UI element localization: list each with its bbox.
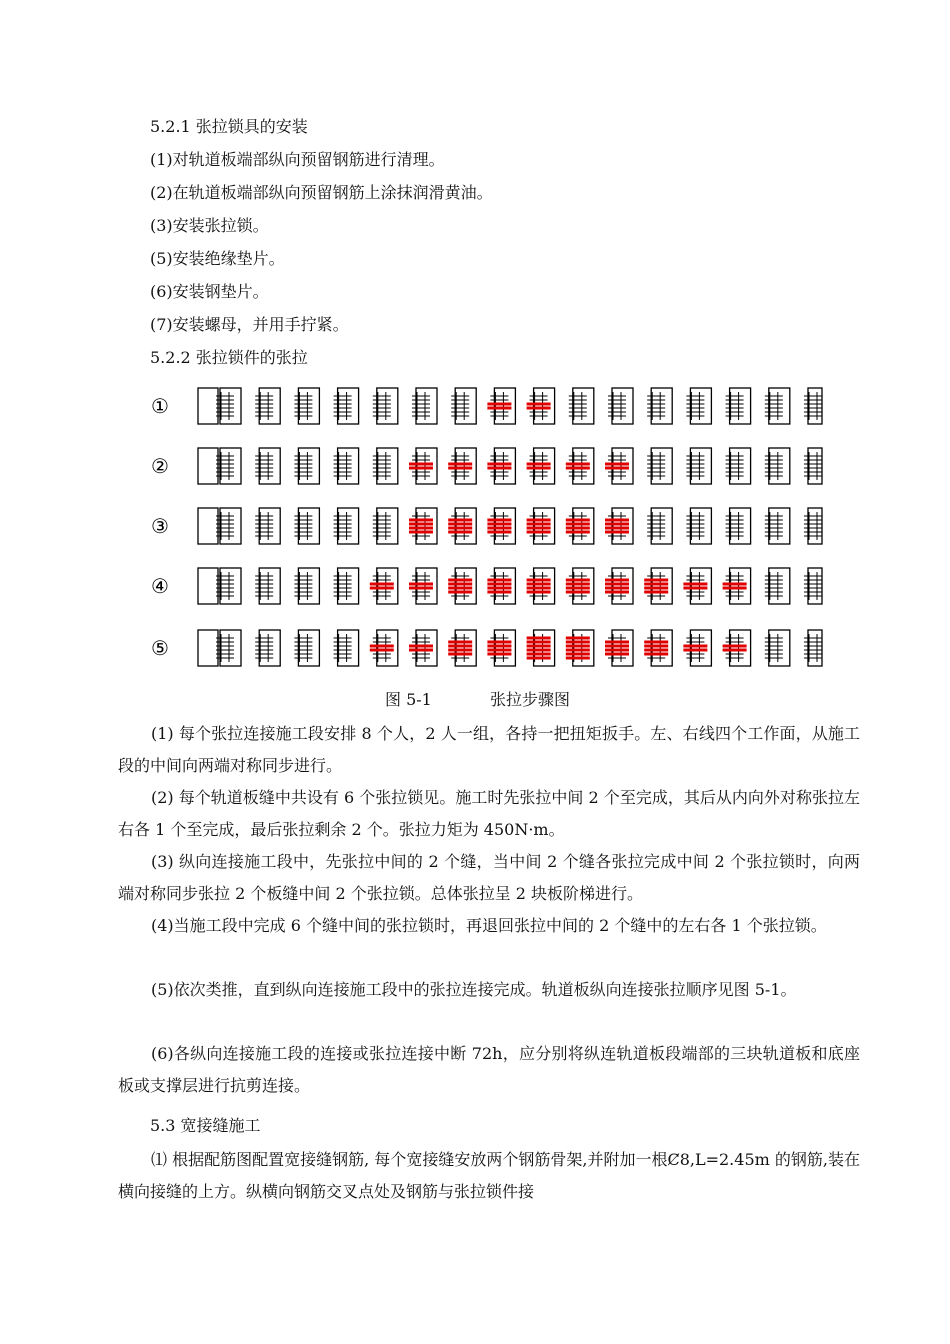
list-item: (2)在轨道板端部纵向预留钢筋上涂抹润滑黄油。 xyxy=(150,183,493,202)
rail-slab-box xyxy=(416,568,437,604)
tensioned-lock-bar xyxy=(566,641,590,644)
tensioned-lock-bar xyxy=(409,587,433,590)
tensioned-lock-bar xyxy=(370,649,394,652)
rail-slab-box xyxy=(377,508,398,544)
rail-slab-box xyxy=(298,568,319,604)
rail-slab-box xyxy=(220,630,241,666)
tensioned-lock-bar xyxy=(409,531,433,534)
rail-slab-box xyxy=(198,448,218,484)
tensioned-lock-bar xyxy=(527,645,551,648)
rail-slab-box xyxy=(690,508,711,544)
tensioned-lock-bar xyxy=(644,583,668,586)
tensioned-lock-bar xyxy=(487,645,511,648)
paragraph: (2) 每个轨道板缝中共设有 6 个张拉锁见。施工时先张拉中间 2 个至完成，其后从内向外对称张拉左右各 1 个至完成，最后张拉剩余 2 个。张拉力矩为 450N·m。 xyxy=(118,788,860,839)
tensioned-lock-bar xyxy=(566,463,590,466)
rail-slab-box xyxy=(198,630,218,666)
rail-slab-box xyxy=(769,568,790,604)
tensioned-lock-bar xyxy=(448,645,472,648)
tensioned-lock-bar xyxy=(683,587,707,590)
tensioned-lock-bar xyxy=(566,591,590,594)
row-label: ⑤ xyxy=(151,636,169,660)
section-5-2-2-title: 5.2.2 张拉锁件的张拉 xyxy=(150,348,308,367)
rail-slab-box xyxy=(338,630,359,666)
paragraph: (3) 纵向连接施工段中，先张拉中间的 2 个缝，当中间 2 个缝各张拉完成中间 2 个张拉锁时，向两端对称同步张拉 2 个板缝中间 2 个张拉锁。总体张拉呈 2 块板阶梯进行。 xyxy=(118,852,860,903)
tensioned-lock-bar xyxy=(527,407,551,410)
tensioned-lock-bar xyxy=(683,583,707,586)
rail-slab-box xyxy=(573,508,594,544)
tensioned-lock-bar xyxy=(527,467,551,470)
tensioned-lock-bar xyxy=(448,579,472,582)
tensioned-lock-bar xyxy=(487,523,511,526)
rail-slab-box xyxy=(377,388,398,424)
rail-slab-box xyxy=(494,630,515,666)
figure-caption-text: 张拉步骤图 xyxy=(490,690,571,709)
tensioned-lock-bar xyxy=(566,519,590,522)
rail-slab-box xyxy=(769,508,790,544)
rail-slab-box xyxy=(198,568,218,604)
tensioned-lock-bar xyxy=(644,641,668,644)
rail-slab-box xyxy=(259,630,280,666)
section-5-2-1-title: 5.2.1 张拉锁具的安装 xyxy=(150,117,308,136)
rail-slab-box xyxy=(730,388,751,424)
tensioned-lock-bar xyxy=(723,649,747,652)
list-item: (1)对轨道板端部纵向预留钢筋进行清理。 xyxy=(150,150,445,169)
tensioned-lock-bar xyxy=(448,523,472,526)
tensioned-lock-bar xyxy=(448,649,472,652)
tensioned-lock-bar xyxy=(527,583,551,586)
rail-slab-box xyxy=(416,508,437,544)
tensioned-lock-bar xyxy=(487,527,511,530)
tensioned-lock-bar xyxy=(487,467,511,470)
tensioned-lock-bar xyxy=(527,649,551,652)
tensioned-lock-bar xyxy=(487,531,511,534)
tensioned-lock-bar xyxy=(605,641,629,644)
rail-slab-box xyxy=(338,448,359,484)
rail-slab-box xyxy=(769,388,790,424)
tensioned-lock-bar xyxy=(448,587,472,590)
tensioned-lock-bar xyxy=(605,579,629,582)
tensioned-lock-bar xyxy=(527,637,551,640)
rail-slab-box xyxy=(730,630,751,666)
rail-slab-box xyxy=(455,388,476,424)
paragraph: (5)依次类推，直到纵向连接施工段中的张拉连接完成。轨道板纵向连接张拉顺序见图 5-1。 xyxy=(151,980,797,999)
tensioned-lock-bar xyxy=(448,519,472,522)
rail-slab-box xyxy=(690,630,711,666)
rail-slab-box xyxy=(494,568,515,604)
tensioned-lock-bar xyxy=(605,523,629,526)
row-label: ③ xyxy=(151,514,169,538)
tensioned-lock-bar xyxy=(644,649,668,652)
rail-slab-box xyxy=(455,630,476,666)
tensioned-lock-bar xyxy=(448,531,472,534)
rail-slab-box xyxy=(808,388,822,424)
rail-slab-box xyxy=(259,508,280,544)
paragraph: (1) 每个张拉连接施工段安排 8 个人，2 人一组，各持一把扭矩扳手。左、右线四个工作面，从施工段的中间向两端对称同步进行。 xyxy=(118,724,860,775)
tensioned-lock-bar xyxy=(487,519,511,522)
tensioned-lock-bar xyxy=(409,527,433,530)
tensioned-lock-bar xyxy=(370,587,394,590)
tensioned-lock-bar xyxy=(409,467,433,470)
rail-slab-box xyxy=(651,448,672,484)
rail-slab-box xyxy=(612,630,633,666)
tensioned-lock-bar xyxy=(448,641,472,644)
rail-slab-box xyxy=(612,508,633,544)
tensioned-lock-bar xyxy=(566,579,590,582)
rail-slab-box xyxy=(534,630,555,666)
list-item: (5)安装绝缘垫片。 xyxy=(150,249,285,268)
rail-slab-box xyxy=(573,448,594,484)
list-item: (7)安装螺母，并用手拧紧。 xyxy=(150,315,349,334)
section-5-3-title: 5.3 宽接缝施工 xyxy=(150,1116,261,1135)
tensioned-lock-bar xyxy=(527,527,551,530)
tensioned-lock-bar xyxy=(605,531,629,534)
tensioned-lock-bar xyxy=(409,519,433,522)
tensioned-lock-bar xyxy=(527,403,551,406)
rail-slab-box xyxy=(769,630,790,666)
rail-slab-box xyxy=(455,508,476,544)
rail-slab-box xyxy=(416,448,437,484)
rail-slab-box xyxy=(534,508,555,544)
tensioned-lock-bar xyxy=(527,653,551,656)
tensioned-lock-bar xyxy=(409,523,433,526)
tensioned-lock-bar xyxy=(566,531,590,534)
rail-slab-box xyxy=(690,568,711,604)
rail-slab-box xyxy=(377,630,398,666)
tensioned-lock-bar xyxy=(487,591,511,594)
row-label: ② xyxy=(151,454,169,478)
tensioned-lock-bar xyxy=(527,587,551,590)
rail-slab-box xyxy=(534,568,555,604)
tensioned-lock-bar xyxy=(723,645,747,648)
rail-slab-box xyxy=(338,388,359,424)
tensioned-lock-bar xyxy=(566,527,590,530)
tensioned-lock-bar xyxy=(487,653,511,656)
rail-slab-box xyxy=(220,388,241,424)
tensioned-lock-bar xyxy=(644,587,668,590)
tensioned-lock-bar xyxy=(487,641,511,644)
tensioned-lock-bar xyxy=(566,649,590,652)
paragraph: (4)当施工段中完成 6 个缝中间的张拉锁时，再退回张拉中间的 2 个缝中的左右各 1 个张拉锁。 xyxy=(151,916,827,935)
tensioned-lock-bar xyxy=(448,527,472,530)
row-label: ④ xyxy=(151,574,169,598)
tensioned-lock-bar xyxy=(605,645,629,648)
tensioned-lock-bar xyxy=(487,463,511,466)
tensioned-lock-bar xyxy=(448,463,472,466)
tensioned-lock-bar xyxy=(566,523,590,526)
rail-slab-box xyxy=(769,448,790,484)
tensioned-lock-bar xyxy=(605,467,629,470)
tensioned-lock-bar xyxy=(644,645,668,648)
rail-slab-box xyxy=(220,568,241,604)
rail-slab-box xyxy=(612,448,633,484)
rail-slab-box xyxy=(651,568,672,604)
tensioned-lock-bar xyxy=(527,523,551,526)
rail-slab-box xyxy=(198,388,218,424)
rail-slab-box xyxy=(494,388,515,424)
list-item: (6)安装钢垫片。 xyxy=(150,282,269,301)
tensioned-lock-bar xyxy=(605,591,629,594)
rail-slab-box xyxy=(298,508,319,544)
tensioned-lock-bar xyxy=(605,649,629,652)
tensioned-lock-bar xyxy=(409,463,433,466)
rail-slab-box xyxy=(259,568,280,604)
tensioned-lock-bar xyxy=(527,641,551,644)
tensioned-lock-bar xyxy=(605,583,629,586)
tensioned-lock-bar xyxy=(448,653,472,656)
tensioned-lock-bar xyxy=(605,527,629,530)
rail-slab-box xyxy=(259,448,280,484)
tensioned-lock-bar xyxy=(566,587,590,590)
tensioning-steps-diagram xyxy=(140,380,840,680)
rail-slab-box xyxy=(808,630,822,666)
tensioned-lock-bar xyxy=(605,653,629,656)
figure-caption-number: 图 5-1 xyxy=(385,690,432,709)
rail-slab-box xyxy=(416,630,437,666)
rail-slab-box xyxy=(808,508,822,544)
tensioned-lock-bar xyxy=(723,587,747,590)
rail-slab-box xyxy=(573,568,594,604)
rail-slab-box xyxy=(534,448,555,484)
rail-slab-box xyxy=(808,448,822,484)
rail-slab-box xyxy=(534,388,555,424)
tensioned-lock-bar xyxy=(644,579,668,582)
tensioned-lock-bar xyxy=(527,657,551,660)
tensioned-lock-bar xyxy=(566,583,590,586)
rail-slab-box xyxy=(455,568,476,604)
tensioned-lock-bar xyxy=(566,467,590,470)
rail-slab-box xyxy=(730,508,751,544)
tensioned-lock-bar xyxy=(487,583,511,586)
rail-slab-box xyxy=(338,508,359,544)
rail-slab-box xyxy=(259,388,280,424)
rail-slab-box xyxy=(730,448,751,484)
rail-slab-box xyxy=(730,568,751,604)
tensioned-lock-bar xyxy=(644,591,668,594)
tensioned-lock-bar xyxy=(527,591,551,594)
row-label: ① xyxy=(151,394,169,418)
rail-slab-box xyxy=(220,508,241,544)
tensioned-lock-bar xyxy=(448,591,472,594)
tensioned-lock-bar xyxy=(370,583,394,586)
rail-slab-box xyxy=(612,388,633,424)
rail-slab-box xyxy=(455,448,476,484)
rail-slab-box xyxy=(377,448,398,484)
rail-slab-box xyxy=(338,568,359,604)
tensioned-lock-bar xyxy=(605,519,629,522)
tensioned-lock-bar xyxy=(527,579,551,582)
rail-slab-box xyxy=(690,448,711,484)
tensioned-lock-bar xyxy=(683,645,707,648)
rail-slab-box xyxy=(298,630,319,666)
rail-slab-box xyxy=(651,508,672,544)
tensioned-lock-bar xyxy=(566,637,590,640)
tensioned-lock-bar xyxy=(487,587,511,590)
tensioned-lock-bar xyxy=(723,583,747,586)
tensioned-lock-bar xyxy=(487,403,511,406)
tensioned-lock-bar xyxy=(683,649,707,652)
tensioned-lock-bar xyxy=(644,653,668,656)
tensioned-lock-bar xyxy=(487,407,511,410)
tensioned-lock-bar xyxy=(566,645,590,648)
list-item: (3)安装张拉锁。 xyxy=(150,216,269,235)
rail-slab-box xyxy=(298,448,319,484)
rail-slab-box xyxy=(808,568,822,604)
tensioned-lock-bar xyxy=(527,519,551,522)
rail-slab-box xyxy=(377,568,398,604)
tensioned-lock-bar xyxy=(605,463,629,466)
rail-slab-box xyxy=(690,388,711,424)
tensioned-lock-bar xyxy=(448,583,472,586)
rail-slab-box xyxy=(612,568,633,604)
rail-slab-box xyxy=(220,448,241,484)
tensioned-lock-bar xyxy=(448,467,472,470)
rail-slab-box xyxy=(651,388,672,424)
rail-slab-box xyxy=(494,448,515,484)
tensioned-lock-bar xyxy=(566,657,590,660)
tensioned-lock-bar xyxy=(409,645,433,648)
rail-slab-box xyxy=(651,630,672,666)
tensioned-lock-bar xyxy=(409,649,433,652)
rail-slab-box xyxy=(573,630,594,666)
tensioned-lock-bar xyxy=(487,579,511,582)
tensioned-lock-bar xyxy=(527,531,551,534)
paragraph: (6)各纵向连接施工段的连接或张拉连接中断 72h，应分别将纵连轨道板段端部的三块轨道板和底座板或支撑层进行抗剪连接。 xyxy=(118,1044,860,1095)
paragraph: ⑴ 根据配筋图配置宽接缝钢筋, 每个宽接缝安放两个钢筋骨架,并附加一根Ȼ8,L=2.45m 的钢筋,装在横向接缝的上方。纵横向钢筋交叉点处及钢筋与张拉锁件接 xyxy=(118,1150,860,1201)
tensioned-lock-bar xyxy=(566,653,590,656)
rail-slab-box xyxy=(298,388,319,424)
tensioned-lock-bar xyxy=(370,645,394,648)
tensioned-lock-bar xyxy=(527,463,551,466)
tensioned-lock-bar xyxy=(605,587,629,590)
rail-slab-box xyxy=(198,508,218,544)
rail-slab-box xyxy=(416,388,437,424)
rail-slab-box xyxy=(494,508,515,544)
tensioned-lock-bar xyxy=(487,649,511,652)
tensioned-lock-bar xyxy=(409,583,433,586)
rail-slab-box xyxy=(573,388,594,424)
